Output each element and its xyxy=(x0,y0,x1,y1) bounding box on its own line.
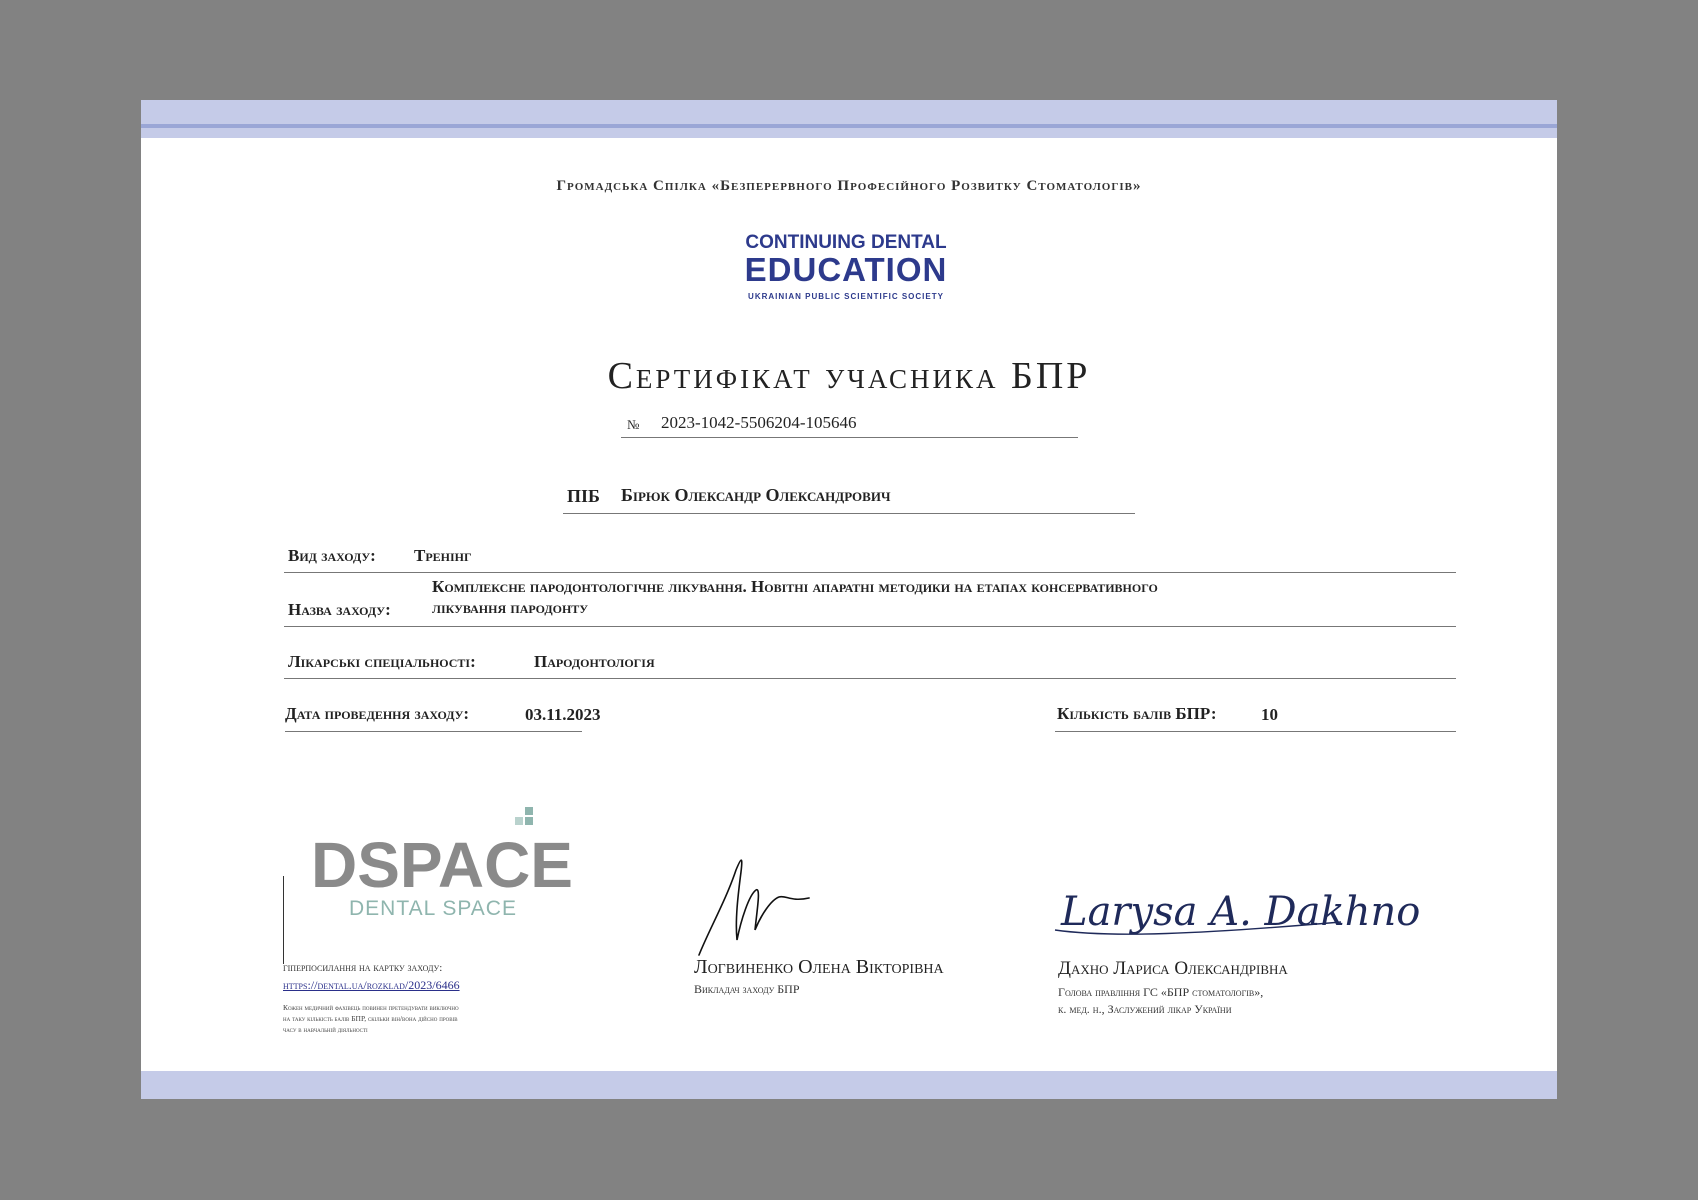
cde-logo xyxy=(681,233,1011,304)
event-name-line2: лікування пародонту xyxy=(432,598,589,617)
certificate-number-row xyxy=(621,413,1078,438)
points-value: 10 xyxy=(1261,705,1278,724)
specialty-value: Пародонтологія xyxy=(534,652,655,671)
certificate-number: 2023-1042-5506204-105646 xyxy=(661,413,857,432)
organization-name: Громадська Спілка «Безперервного Професійного Розвитку Стоматологів» xyxy=(556,178,1142,194)
dspace-sub-text: DENTAL SPACE xyxy=(349,897,517,920)
event-type-row xyxy=(284,540,1456,573)
top-band-line xyxy=(141,124,1557,128)
event-date-label: Дата проведення заходу: xyxy=(285,704,470,723)
signatory-2-role-line1: Голова правління ГС «БПР стоматологів», xyxy=(1058,985,1264,999)
top-band xyxy=(141,100,1557,138)
hyperlink-label: гіперпосилання на картку заходу: xyxy=(283,962,443,974)
cde-logo-line3: UKRAINIAN PUBLIC SCIENTIFIC SOCIETY xyxy=(748,292,944,301)
event-card-link[interactable]: https://dental.ua/rozklad/2023/6466 xyxy=(283,978,460,992)
points-note-line3: часу в навчальній діяльності xyxy=(283,1025,368,1034)
points-note-line1: Кожен медичний фахівець повинен претендувати виключно xyxy=(283,1003,459,1012)
participant-name: Бірюк Олександр Олександрович xyxy=(621,485,891,505)
participant-label: ПІБ xyxy=(567,486,600,506)
points-label: Кількість балів БПР: xyxy=(1057,704,1217,723)
dspace-logo xyxy=(309,805,573,925)
points-row xyxy=(1055,700,1456,732)
vertical-divider xyxy=(283,876,284,964)
specialty-row xyxy=(284,644,1456,679)
event-name-line1: Комплексне пародонтологічне лікування. Новітні апаратні методики на етапах консервативного xyxy=(432,577,1158,596)
points-note-line2: на таку кількість балів БПР, скільки він/вона дійсно провів xyxy=(283,1014,458,1023)
cde-logo-line2: EDUCATION xyxy=(744,251,948,288)
event-type-value: Тренінг xyxy=(414,546,472,565)
points-note xyxy=(283,1002,533,1035)
certificate-title: Сертифікат учасника БПР xyxy=(607,355,1091,397)
signature-2-graphic xyxy=(1051,850,1421,960)
signatory-2-role-line2: к. мед. н., Заслужений лікар України xyxy=(1058,1002,1232,1016)
signatory-2-role xyxy=(1058,984,1263,1018)
signatory-1-role: Викладач заходу БПР xyxy=(694,982,800,996)
signature-1 xyxy=(691,850,841,960)
signatory-2-name: Дахно Лариса Олександрівна xyxy=(1058,958,1288,979)
number-sign: № xyxy=(627,417,640,432)
bottom-band xyxy=(141,1071,1557,1099)
participant-row xyxy=(563,484,1135,514)
certificate-page xyxy=(141,100,1557,1099)
signature-1-graphic xyxy=(691,850,841,960)
signature-2-text: Larysa A. Dakhno xyxy=(1061,889,1421,935)
event-type-label: Вид заходу: xyxy=(288,546,376,565)
dspace-logo-graphic xyxy=(309,805,573,925)
signature-2 xyxy=(1051,850,1421,960)
event-date-row xyxy=(285,700,601,732)
event-name-row xyxy=(284,574,1456,627)
specialty-label: Лікарські спеціальності: xyxy=(288,652,476,671)
event-name-label: Назва заходу: xyxy=(288,600,391,619)
event-date-value: 03.11.2023 xyxy=(525,705,601,724)
cde-logo-line1: CONTINUING DENTAL xyxy=(745,232,947,253)
dspace-main-text: DSPACE xyxy=(311,829,573,901)
signatory-1-name: Логвиненко Олена Вікторівна xyxy=(694,956,944,978)
